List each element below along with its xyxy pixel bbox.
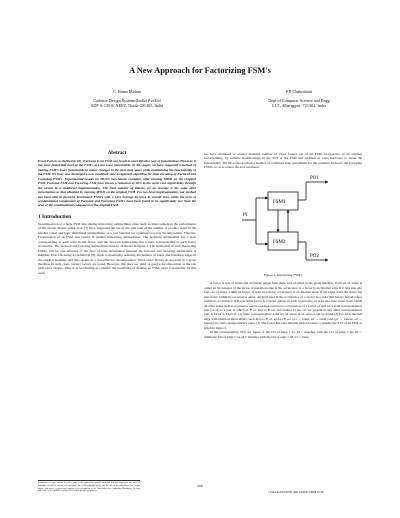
right-column <box>204 152 362 339</box>
right-paragraph-2: A factor is sets of states and all fanout edges from these sets of states in the given machine. Each set of states is called an Occurrence of the factor. A transition edge in the occurrence of a factor is an Internal edge if it fans into and fans out of states within its factor. A state in a factor occurrence is an Internal state, if all edges from the states fan into states within its occurrence alone. An Exit state in the occurrence of a factor, is a state that has no fanout edges within its occurrence. A E-reachable factor is a factor where, in each occurrence, at least one state exists from which all other states in that occurrence can be reached. Given two occurrences of a factor o1 and o2, a state correspondence pair (s1,s2) is a pair in which s1 ∈ o1 and s2 ∈ o2, and neither s1 nor s2, are present in any other correspondence pair. A factor is Exact if, (1) State correspondence pairs for all states in o1 and o2 can be found (2) For each internal edge with identical input labels, such that e1 ∈ o1 and e2 ∈ o2, (e1 → fanin, e2 → fanin) and (e1 → fanout, e2 → fanout) are state correspondence pairs. (3) The factor has only internal and exit states. Consider the STT of an FSM as given in figure 2. <box>204 281 362 330</box>
po2-label: PO2 <box>310 253 319 259</box>
author-block-2 <box>244 89 354 109</box>
abstract-text: Exact Factors as defined in [8], if present in an FSM can result in most effective way of factorization. However, it has been found that most of the FSM's are not exact factorizable. In this paper, we have suggested a method of making FSM's exact factorizable by minor changes in the next state space while maintaining the functionality of the FSM. We have also developed a new combined state assignment algorithm for state encoding of Factored and Factoring FSM's. Experimental results on MCNC benchmark examples, after running MISII on the Original FSM, Factored FSM and Factoring FSM have shown a reduction of 40% in the worst case signal delay through the circuit in a multilevel implementation. The total number of literals, on an average is the same after factorization as that obtained by running MISII on the original FSM. For two-level implementation, our method has been able to factorize benchmark FSM's with a 14% average increase in overall area, while the area of combinational components of Factored and Factoring FSM's have been found to be significantly less than the area of the combinational component of the original FSM. <box>38 158 196 208</box>
figure-1 <box>204 174 362 270</box>
po1-label: PO1 <box>310 175 319 181</box>
abstract-heading: Abstract <box>107 151 127 156</box>
author-name: C. Rama Mohan <box>113 89 141 94</box>
author-org: Dept of Computer Science and Engg <box>268 97 330 103</box>
paper-title: A New Approach for Factorizing FSM's <box>129 66 271 75</box>
right-paragraph-3: In the corresponding STG for figure 2, the I/O of edge < s1, s4 > matches with the I/O of edge < s6, s8 >. Similarly, I/O of edge < s4, s2 > matches with the I/O of edge < s8, s3 >. Now, <box>204 330 362 339</box>
fsm2-label: FSM2 <box>273 239 286 245</box>
introduction-paragraph: Decomposition of a large FSM into smaller interacting submachines often leads to improvement in the performance of the circuit. Pranav Ashar et.al. [1] have suggested the use of the sum total of the number of product terms in the one-hot coded and logic minimized submachines, as a cost function for optimum two-way decomposition. Effective Factorization of an FSM also results in smaller interacting submachines. The factoring submachine has a state corresponding to each state in the factor, and the factored submachine has a state corresponding to each factor occurrence. The factored and factoring submachines interact as shown in figure 1. The realization of such interacting FSM's, will be cost-effective, if the flow of state information between the factored and factoring submachine is minimal. Exact factoring as defined in [8], leads to maximally reducing the number of states and transition edges in the original machine, and thus results in a cost-effective decomposition. Often exact factors do not exist in a given machine. In such cases, inexact factors are found. However, this does not yield as good a decomposition as the one with exact factors. Thus it is worthwhile to consider the possibility of making an FSM, exact factorizable. In this work, <box>38 221 196 275</box>
page-number: 698 <box>197 484 203 488</box>
author-block-1 <box>62 89 192 109</box>
abstract <box>38 159 196 208</box>
interacting-fsm-diagram <box>240 174 332 268</box>
copyright-notice: ©1994 ACM 0-89791-690-5/94/0011/0698 $3.50 <box>268 491 324 494</box>
permission-footnote: Permission to copy without fee all or part of this material is granted provided that the copies are not made or distributed for direct commercial advantage, the ACM copyright notice and the title of the publication and its date appear, and notice is given that copying is by permission of the Association for Computing Machinery. To copy otherwise, or to republish, requires a fee and/or specific permission. <box>38 482 140 493</box>
author-address: SDF A-1/B-8, NEPZ, Noida-201305, India <box>91 103 163 109</box>
right-paragraph-1: we have attempted to extract maximal number of exact factors out of an FSM, irrespective of its original factorizability, by suitable modifications in the STT of the FSM and addition of extra hardware to retain the functionality. We have also evolved a method of combined state assignment for the resultant Factored and Factoring FSM's, so as to reduce the area overhead. <box>204 152 362 170</box>
left-column <box>38 152 196 275</box>
figure-caption: Figure 1: Interacting FSM's <box>263 272 303 277</box>
author-org: Cadence Design Systems(India) Pvt Ltd <box>93 97 161 103</box>
pi-label: PI <box>243 212 248 218</box>
author-name: P.P. Chakrabarti <box>285 89 313 94</box>
introduction-heading: 1 Introduction <box>38 213 72 220</box>
author-address: I.I.T., Kharagpur -721302, India <box>272 103 326 109</box>
fsm1-label: FSM1 <box>273 199 286 205</box>
